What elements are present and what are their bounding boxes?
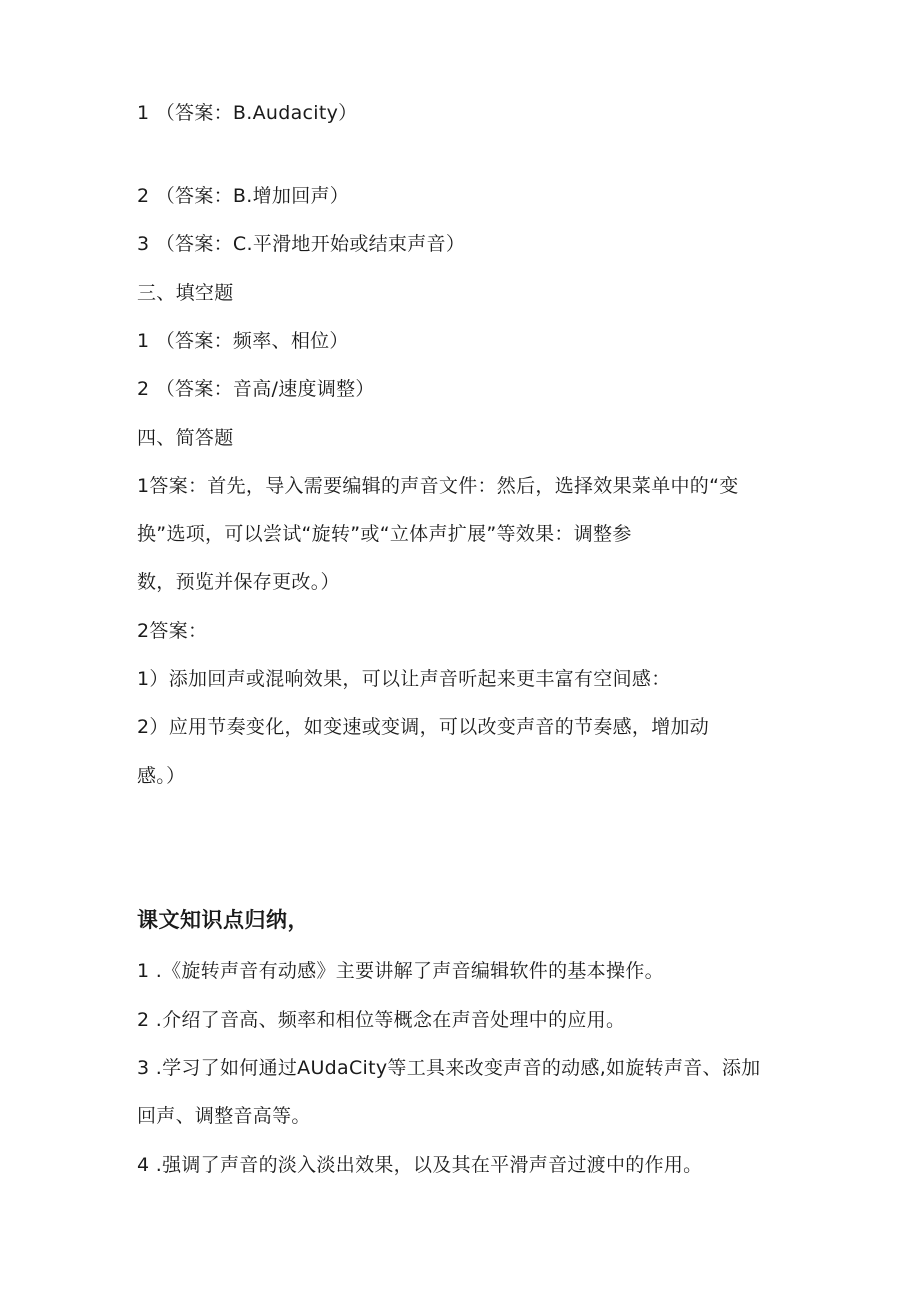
summary-heading: 课文知识点归纳，: [137, 908, 309, 932]
summary-item-4: 4 .强调了声音的淡入淡出效果，以及其在平滑声音过渡中的作用。: [137, 1154, 703, 1176]
choice-answer-3: 3 （答案：C.平滑地开始或结束声音）: [137, 233, 466, 255]
short-answer-1-line-1: 1答案：首先，导入需要编辑的声音文件：然后，选择效果菜单中的“变: [137, 475, 739, 497]
fill-answer-2: 2 （答案：音高/速度调整）: [137, 378, 375, 400]
short-answer-1-line-2: 换”选项，可以尝试“旋转”或“立体声扩展”等效果：调整参: [137, 523, 632, 545]
summary-item-1: 1 .《旋转声音有动感》主要讲解了声音编辑软件的基本操作。: [137, 960, 664, 982]
choice-answer-1: 1 （答案：B.Audacity）: [137, 102, 358, 124]
summary-item-2: 2 .介绍了音高、频率和相位等概念在声音处理中的应用。: [137, 1009, 626, 1031]
fill-blank-heading: 三、填空题: [137, 282, 234, 304]
short-answer-2-line-2: 2）应用节奏变化，如变速或变调，可以改变声音的节奏感，增加动: [137, 716, 710, 738]
summary-item-3-line-1: 3 .学习了如何通过AUdaCity等工具来改变声音的动感,如旋转声音、添加: [137, 1057, 761, 1079]
short-answer-heading: 四、简答题: [137, 427, 234, 449]
short-answer-2-label: 2答案：: [137, 620, 208, 642]
short-answer-2-line-3: 感。）: [137, 765, 186, 787]
choice-answer-2: 2 （答案：B.增加回声）: [137, 185, 350, 207]
short-answer-2-line-1: 1）添加回声或混响效果，可以让声音听起来更丰富有空间感：: [137, 668, 671, 690]
short-answer-1-line-3: 数，预览并保存更改。）: [137, 571, 340, 593]
fill-answer-1: 1 （答案：频率、相位）: [137, 330, 349, 352]
summary-item-3-line-2: 回声、调整音高等。: [137, 1105, 311, 1127]
